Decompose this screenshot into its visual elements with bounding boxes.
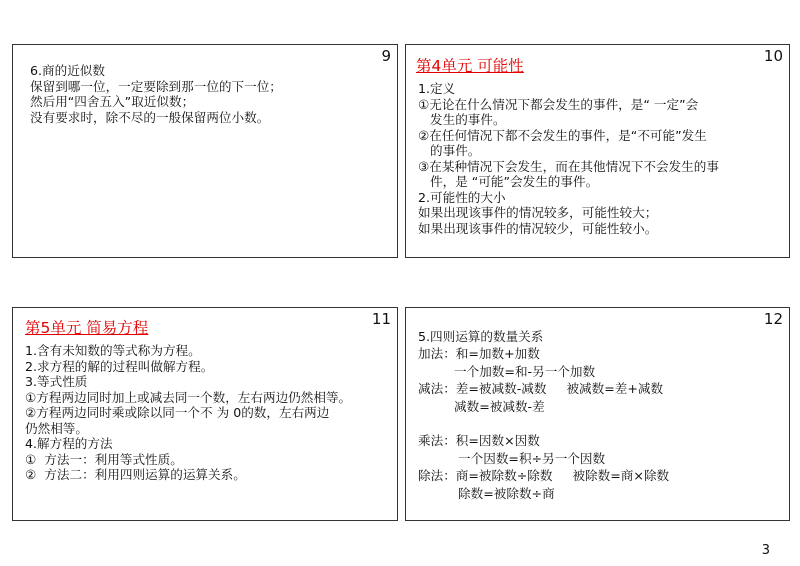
- text-line: 如果出现该事件的情况较多，可能性较大；: [418, 205, 658, 220]
- text-line: 的事件。: [418, 143, 481, 158]
- card-number: 11: [371, 310, 391, 328]
- card-body: [30, 63, 282, 125]
- card-body: [418, 81, 719, 236]
- text-line: ③在某种情况下会发生，而在其他情况下不会发生的事: [418, 158, 719, 174]
- text-line: 然后用“四舍五入”取近似数；: [30, 94, 195, 109]
- card-10: [405, 44, 790, 258]
- text-line: 6.商的近似数: [30, 63, 105, 78]
- unit-title: 第4单元 可能性: [416, 57, 524, 75]
- card-body: [418, 328, 669, 502]
- text-line: ②方程两边同时乘或除以同一个不 为 0的数，左右两边: [25, 405, 330, 420]
- text-line: 仍然相等。: [25, 420, 88, 436]
- text-line: ① 方法一：利用等式性质。: [25, 451, 183, 467]
- card-number: 10: [763, 47, 783, 65]
- text-line: 2.可能性的大小: [418, 189, 506, 205]
- text-line: 如果出现该事件的情况较少，可能性较小。: [418, 220, 658, 236]
- text-line: ①方程两边同时加上或减去同一个数，左右两边仍然相等。: [25, 389, 352, 405]
- text-line: 3.等式性质: [25, 374, 88, 389]
- text-line: ①无论在什么情况下都会发生的事件，是“ 一定”会: [418, 96, 699, 112]
- card-number: 9: [381, 47, 391, 65]
- card-9: [12, 44, 398, 258]
- text-line: ②在任何情况下都不会发生的事件，是“不可能”发生: [418, 127, 707, 143]
- text-line: 保留到哪一位，一定要除到那一位的下一位；: [30, 78, 282, 94]
- text-line: 一个加数=和-另一个加数: [418, 363, 596, 379]
- text-line: 1.含有未知数的等式称为方程。: [25, 343, 201, 358]
- text-line: 一个因数=积÷另一个因数: [418, 450, 606, 466]
- text-line: 减数=被减数-差: [418, 398, 545, 414]
- page-number: 3: [761, 543, 770, 558]
- text-line: 除法：商=被除数÷除数 被除数=商×除数: [418, 468, 670, 484]
- card-body: [25, 343, 351, 483]
- text-line: 4.解方程的方法: [25, 436, 113, 451]
- text-line: 发生的事件。: [418, 112, 506, 127]
- text-line: [418, 415, 669, 432]
- card-11: [12, 307, 398, 521]
- card-12: [405, 307, 790, 521]
- text-line: 1.定义: [418, 81, 456, 96]
- text-line: 加法：和=加数+加数: [418, 346, 540, 362]
- text-line: ② 方法二：利用四则运算的运算关系。: [25, 467, 246, 482]
- text-line: 乘法：积=因数×因数: [418, 433, 540, 449]
- text-line: 5.四则运算的数量关系: [418, 329, 544, 344]
- text-line: 2.求方程的解的过程叫做解方程。: [25, 358, 214, 374]
- text-line: 减法：差=被减数-减数 被减数=差+减数: [418, 381, 664, 397]
- unit-title: 第5单元 简易方程: [25, 319, 149, 337]
- text-line: 件，是 “可能”会发生的事件。: [418, 174, 599, 189]
- text-line: 除数=被除数÷商: [418, 485, 555, 501]
- card-number: 12: [763, 310, 783, 328]
- text-line: 没有要求时，除不尽的一般保留两位小数。: [30, 109, 270, 125]
